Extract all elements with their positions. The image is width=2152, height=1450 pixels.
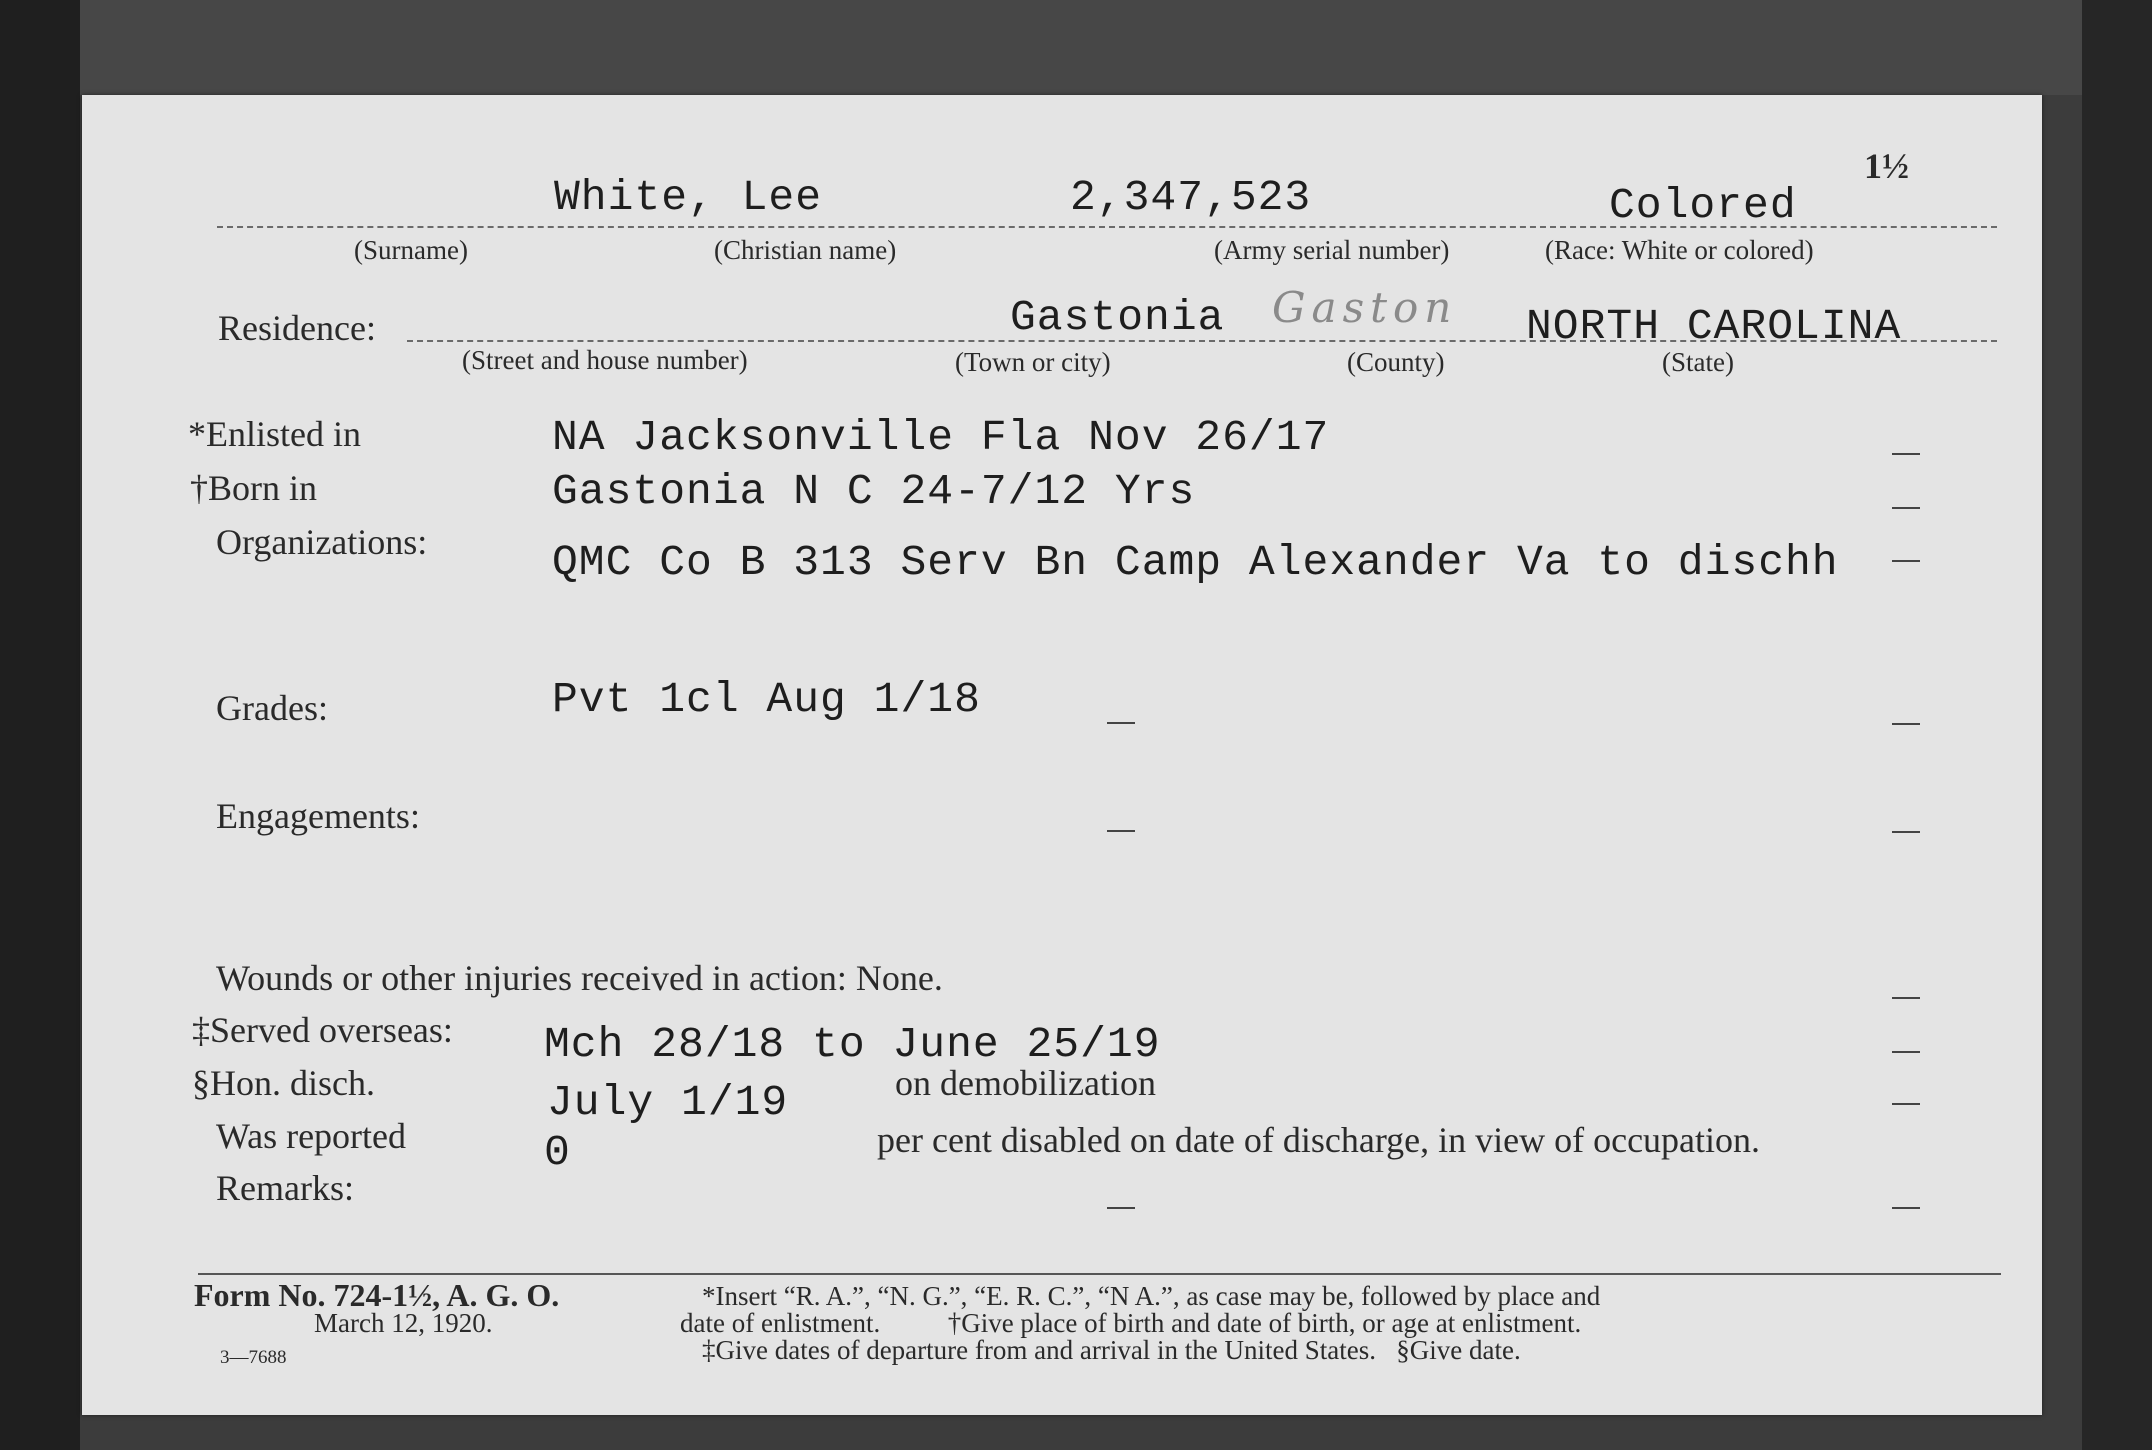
organizations-value: QMC Co B 313 Serv Bn Camp Alexander Va to dischh xyxy=(552,538,1839,587)
race-value: Colored xyxy=(1609,181,1797,230)
enlisted-label: *Enlisted in xyxy=(188,414,361,454)
footnote-line-1: *Insert “R. A.”, “N. G.”, “E. R. C.”, “N A.”, as case may be, followed by place and xyxy=(702,1281,1601,1311)
header-dotted-line xyxy=(217,226,1997,228)
christian-name-caption: (Christian name) xyxy=(714,235,897,265)
town-caption: (Town or city) xyxy=(955,347,1111,377)
line-end-mark xyxy=(1107,830,1135,832)
on-demobilization-text: on demobilization xyxy=(895,1063,1156,1103)
hon-disch-value: July 1/19 xyxy=(547,1078,789,1127)
state-caption: (State) xyxy=(1662,347,1734,377)
county-caption: (County) xyxy=(1347,347,1445,377)
line-end-mark xyxy=(1892,560,1920,562)
serial-number: 2,347,523 xyxy=(1070,173,1312,222)
wounds-label: Wounds or other injuries received in action: None. xyxy=(216,958,943,998)
residence-county-handwritten: Gaston xyxy=(1272,283,1458,332)
army-serial-caption: (Army serial number) xyxy=(1214,235,1450,265)
form-number: Form No. 724-1½, A. G. O. xyxy=(194,1277,560,1313)
residence-label: Residence: xyxy=(218,308,376,348)
line-end-mark xyxy=(1892,831,1920,833)
corner-number: 1½ xyxy=(1864,146,1909,186)
scan-background-top xyxy=(0,0,2152,95)
footnote-line-2: date of enlistment. †Give place of birth and date of birth, or age at enlistment. xyxy=(680,1308,1582,1338)
born-label: †Born in xyxy=(190,468,318,508)
line-end-mark xyxy=(1892,997,1920,999)
line-end-mark xyxy=(1892,1103,1920,1105)
line-end-mark xyxy=(1892,507,1920,509)
residence-town: Gastonia xyxy=(1010,293,1225,342)
street-caption: (Street and house number) xyxy=(462,345,748,375)
born-value: Gastonia N C 24-7/12 Yrs xyxy=(552,467,1196,516)
footer-divider xyxy=(198,1273,2001,1275)
record-card xyxy=(82,95,2042,1415)
hon-disch-label: §Hon. disch. xyxy=(192,1063,375,1103)
residence-state: NORTH CAROLINA xyxy=(1526,302,1902,351)
line-end-mark xyxy=(1107,722,1135,724)
surname-name: White, Lee xyxy=(554,173,823,222)
race-caption: (Race: White or colored) xyxy=(1545,235,1814,265)
served-overseas-label: ‡Served overseas: xyxy=(192,1010,453,1050)
served-overseas-value: Mch 28/18 to June 25/19 xyxy=(544,1020,1161,1069)
enlisted-value: NA Jacksonville Fla Nov 26/17 xyxy=(552,413,1330,462)
scan-background-left xyxy=(0,0,80,1450)
footnote-line-3: ‡Give dates of departure from and arrival in the United States. §Give date. xyxy=(702,1335,1521,1365)
grades-label: Grades: xyxy=(216,688,328,728)
remarks-label: Remarks: xyxy=(216,1168,354,1208)
surname-caption: (Surname) xyxy=(354,235,468,265)
line-end-mark xyxy=(1892,453,1920,455)
line-end-mark xyxy=(1892,1051,1920,1053)
grades-value: Pvt 1cl Aug 1/18 xyxy=(552,675,981,724)
percent-disabled-text: per cent disabled on date of discharge, in view of occupation. xyxy=(877,1120,1761,1160)
print-code: 3—7688 xyxy=(220,1347,287,1368)
was-reported-label: Was reported xyxy=(216,1116,407,1156)
organizations-label: Organizations: xyxy=(216,522,428,562)
line-end-mark xyxy=(1892,723,1920,725)
was-reported-value: 0 xyxy=(544,1128,571,1177)
form-date: March 12, 1920. xyxy=(314,1308,493,1338)
line-end-mark xyxy=(1107,1207,1135,1209)
line-end-mark xyxy=(1892,1207,1920,1209)
engagements-label: Engagements: xyxy=(216,796,420,836)
scan-background-right xyxy=(2082,0,2152,1450)
